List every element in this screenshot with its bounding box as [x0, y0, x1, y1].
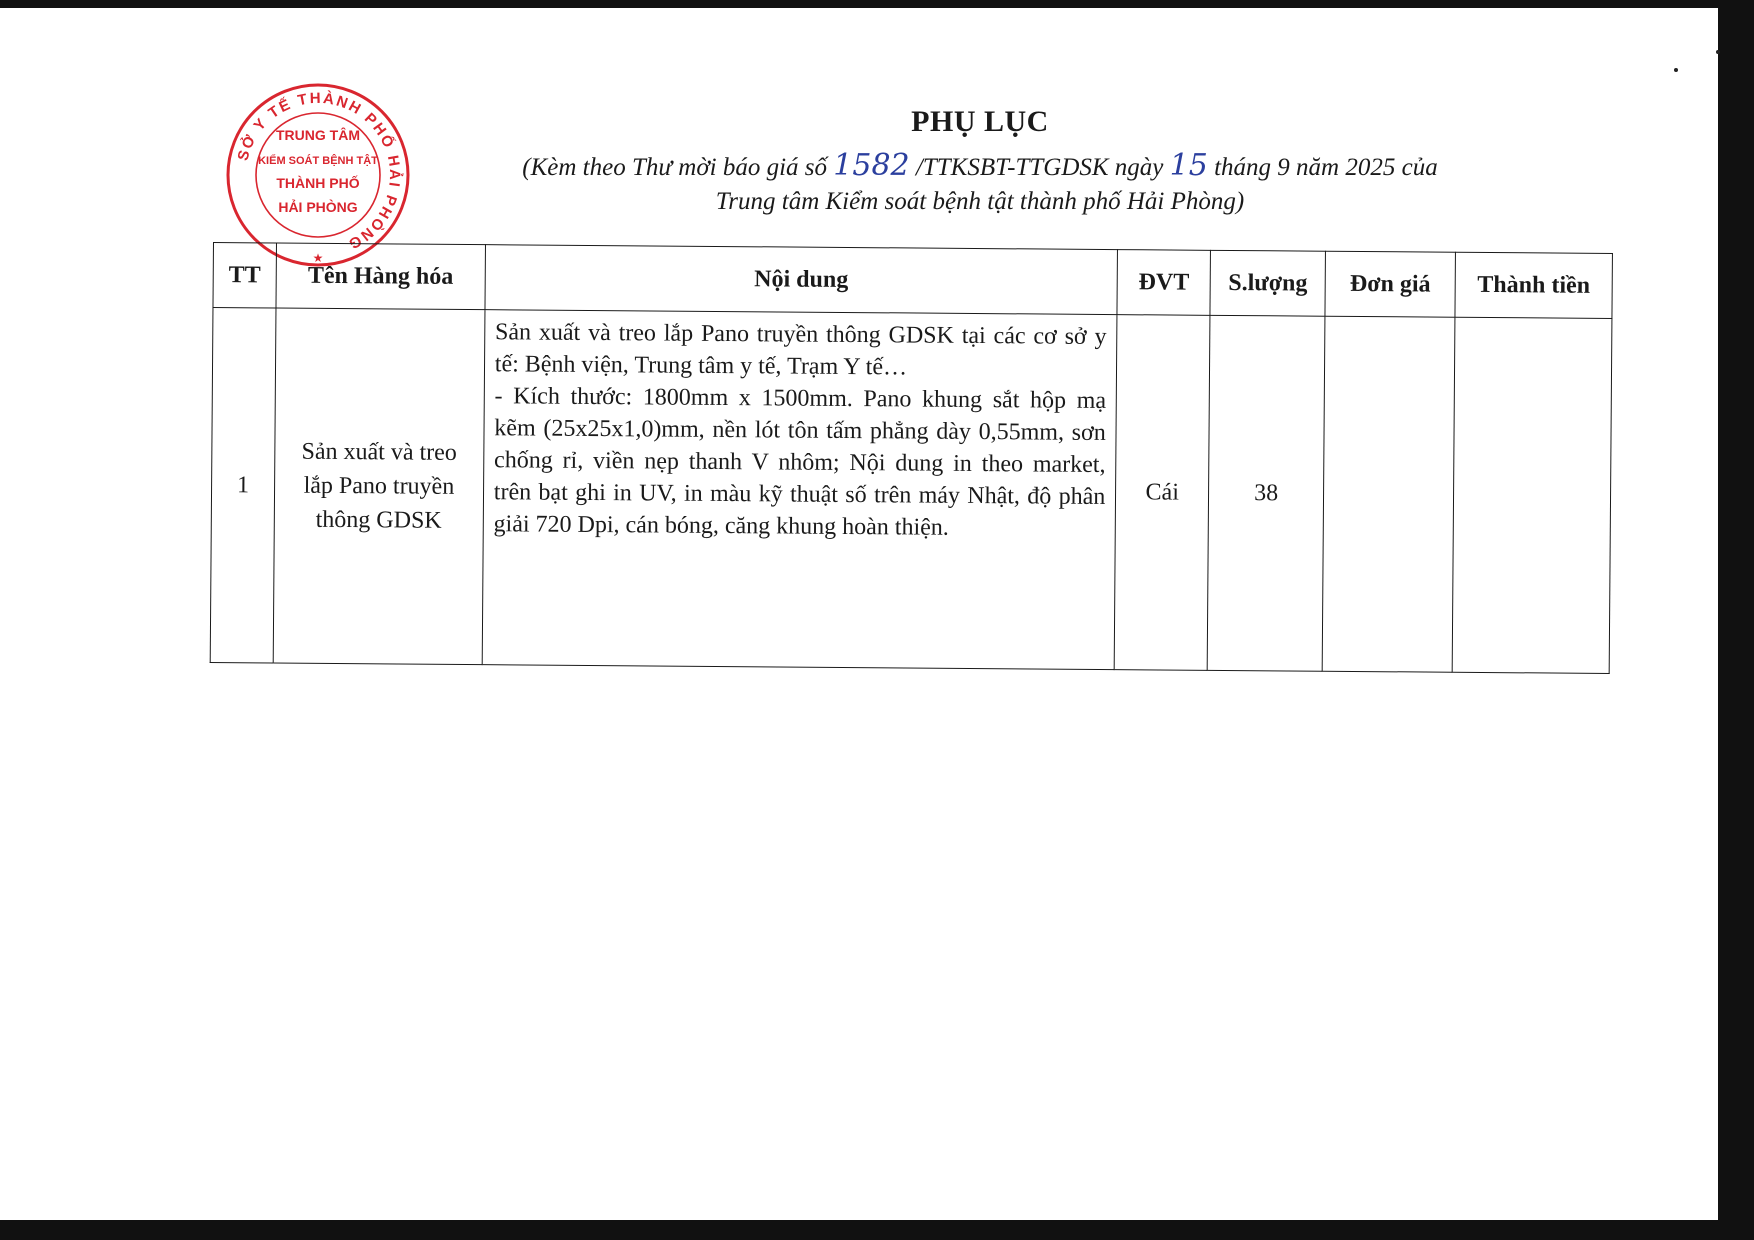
header-unit-price: Đơn giá [1325, 251, 1455, 317]
scan-border-bottom [0, 1220, 1754, 1240]
header-item-name: Tên Hàng hóa [276, 243, 485, 310]
document-title: PHỤ LỤC [911, 105, 1049, 138]
stamp-line-2: KIỂM SOÁT BỆNH TẬT [258, 155, 378, 167]
cell-item-name: Sản xuất và treo lắp Pano truyền thông GDSK [273, 308, 485, 665]
stamp-star-icon: ★ [312, 251, 324, 265]
header-total: Thành tiền [1455, 252, 1612, 318]
table-header-row [213, 243, 1612, 319]
header-tt: TT [213, 243, 276, 308]
subtitle-suffix: tháng 9 năm 2025 của [1214, 154, 1438, 181]
stamp-line-1: TRUNG TÂM [276, 127, 360, 143]
header-unit: ĐVT [1117, 250, 1210, 316]
cell-quantity: 38 [1207, 315, 1325, 671]
handwritten-number: 1582 [833, 148, 910, 183]
svg-text:SỞ Y TẾ THÀNH PHỐ HẢI PHÒNG [234, 90, 403, 253]
header-content: Nội dung [485, 245, 1118, 315]
appendix-table [210, 242, 1613, 674]
scan-border-top [0, 0, 1754, 8]
scan-speck [1716, 50, 1720, 54]
subtitle-line-2: Trung tâm Kiểm soát bệnh tật thành phố Hải Phòng) [715, 188, 1245, 215]
stamp-ring-text: SỞ Y TẾ THÀNH PHỐ HẢI PHÒNG [234, 89, 404, 254]
cell-unit-price [1322, 316, 1455, 672]
document-heading [400, 105, 1560, 219]
document-subtitle [400, 149, 1560, 219]
content-intro: Sản xuất và treo lắp Pano truyền thông GDSK tại các cơ sở y tế: Bệnh viện, Trung tâm y tế, Trạm Y tế… [494, 319, 1107, 381]
header-quantity: S.lượng [1210, 250, 1325, 316]
cell-total [1452, 317, 1612, 673]
stamp-line-3: THÀNH PHỐ [276, 175, 360, 191]
cell-tt: 1 [210, 308, 276, 663]
subtitle-prefix: (Kèm theo Thư mời báo giá số [522, 154, 828, 181]
stamp-line-4: HẢI PHÒNG [278, 199, 358, 215]
scan-speck [1674, 68, 1678, 72]
subtitle-code: /TTKSBT-TTGDSK ngày [915, 154, 1164, 181]
table-row [210, 308, 1612, 674]
cell-unit: Cái [1114, 315, 1210, 671]
content-spec: - Kích thước: 1800mm x 1500mm. Pano khung sắt hộp mạ kẽm (25x25x1,0)mm, nền lót tôn tấm phẳng dày 0,55mm, sơn chống rỉ, viền nẹp thanh V nhôm; Nội dung in theo market, trên bạt ghi in UV, in màu kỹ thuật số trên máy Nhật, độ phân giải 720 Dpi, cán bóng, căng khung hoàn thiện. [493, 383, 1107, 541]
cell-content [482, 310, 1117, 670]
scan-border-right [1718, 0, 1754, 1240]
handwritten-day: 15 [1169, 148, 1208, 183]
